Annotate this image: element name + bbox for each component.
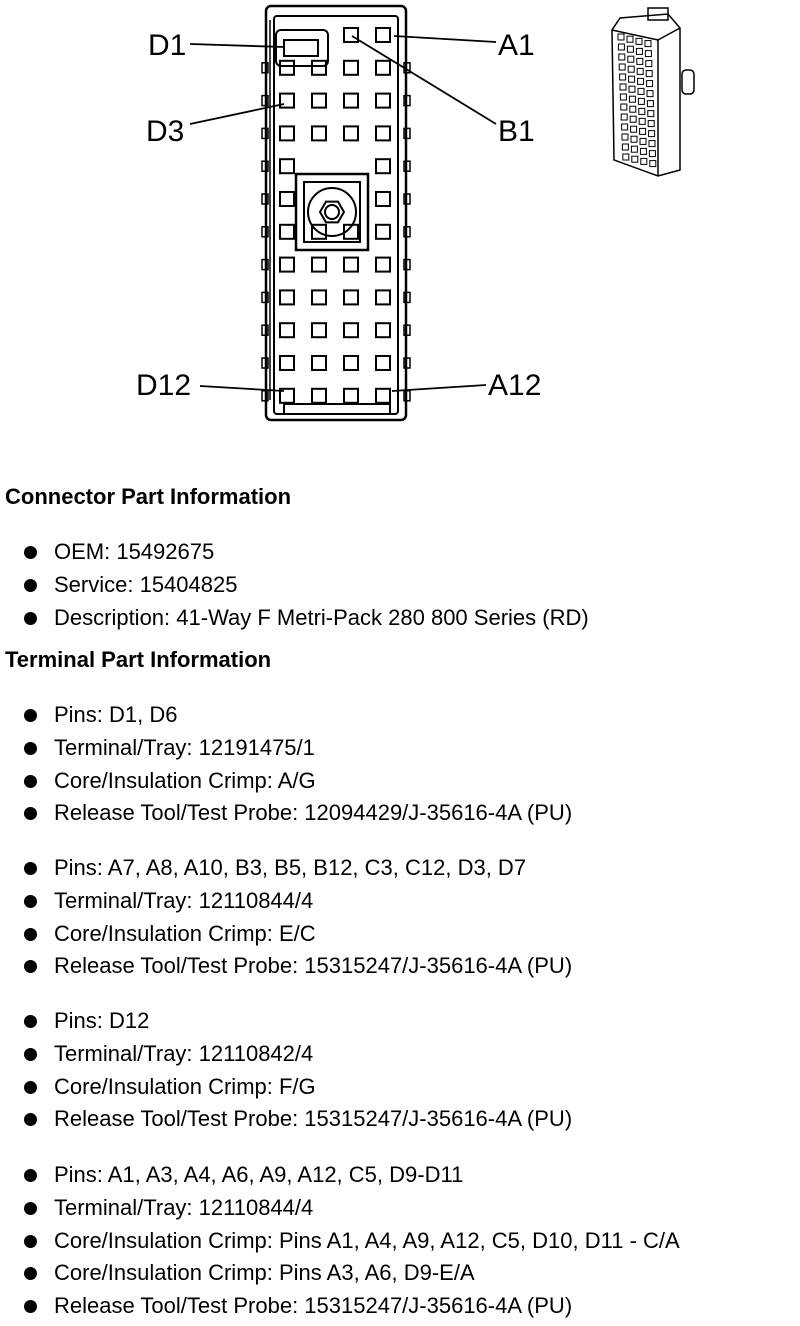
pin-A3 [376, 94, 390, 108]
iso-pin-cell [637, 58, 643, 64]
pin-C2 [312, 61, 326, 75]
bullet-icon [24, 579, 37, 592]
iso-pin-cell [646, 61, 652, 67]
list-item: Release Tool/Test Probe: 15315247/J-35616-4A (PU) [0, 1290, 680, 1323]
iso-pin-cell [620, 94, 626, 100]
pin-D7 [280, 225, 294, 239]
iso-pin-cell [629, 76, 635, 82]
iso-pin-cell [639, 108, 645, 114]
pin-A10 [376, 323, 390, 337]
terminal-group-4 [0, 1159, 680, 1323]
pin-C10 [312, 323, 326, 337]
pin-C11 [312, 356, 326, 370]
bullet-icon [24, 742, 37, 755]
bullet-icon [24, 960, 37, 973]
pin-B2 [344, 61, 358, 75]
bullet-icon [24, 546, 37, 559]
iso-pin-cell [641, 158, 647, 164]
list-item: Terminal/Tray: 12110844/4 [0, 885, 572, 918]
list-item: Service: 15404825 [0, 569, 589, 602]
bullet-icon [24, 1300, 37, 1313]
iso-pin-cell [622, 134, 628, 140]
iso-pin-cell [638, 88, 644, 94]
iso-pin-cell [623, 154, 629, 160]
iso-pin-cell [647, 91, 653, 97]
callout-d3: D3 [146, 115, 185, 148]
iso-pin-cell [627, 36, 633, 42]
pin-B1 [344, 28, 358, 42]
iso-pin-cell [631, 126, 637, 132]
list-item: Core/Insulation Crimp: E/C [0, 918, 572, 951]
bullet-icon [24, 1267, 37, 1280]
iso-pin-cell [622, 124, 628, 130]
pin-A2 [376, 61, 390, 75]
pin-A5 [376, 159, 390, 173]
list-item: Core/Insulation Crimp: Pins A1, A4, A9, A12, C5, D10, D11 - C/A [0, 1225, 680, 1258]
connector-3d-illustration [612, 8, 694, 176]
callout-b1: B1 [498, 115, 535, 148]
bullet-icon [24, 1235, 37, 1248]
pin-D2 [280, 61, 294, 75]
pin-D6 [280, 192, 294, 206]
bottom-slot [284, 404, 390, 414]
list-item: Core/Insulation Crimp: Pins A3, A6, D9-E/A [0, 1257, 680, 1290]
iso-pin-cell [646, 71, 652, 77]
pin-D10 [280, 323, 294, 337]
pin-C12 [312, 389, 326, 403]
list-item: Terminal/Tray: 12110844/4 [0, 1192, 680, 1225]
iso-pin-cell [636, 48, 642, 54]
pin-A4 [376, 126, 390, 140]
list-item: Core/Insulation Crimp: F/G [0, 1071, 572, 1104]
pin-B3 [344, 94, 358, 108]
pin-C9 [312, 290, 326, 304]
bullet-icon [24, 807, 37, 820]
terminal-group-1 [0, 699, 572, 830]
iso-pin-cell [618, 34, 624, 40]
pin-A6 [376, 192, 390, 206]
list-item: Pins: A7, A8, A10, B3, B5, B12, C3, C12, D3, D7 [0, 852, 572, 885]
pin-D11 [280, 356, 294, 370]
bullet-icon [24, 928, 37, 941]
leader-d12 [200, 386, 284, 391]
list-item: Release Tool/Test Probe: 15315247/J-35616-4A (PU) [0, 1103, 572, 1136]
bullet-icon [24, 709, 37, 722]
iso-pin-cell [628, 56, 634, 62]
list-item: Core/Insulation Crimp: A/G [0, 765, 572, 798]
pin-B8 [344, 258, 358, 272]
list-item: OEM: 15492675 [0, 536, 589, 569]
center-bolt-icon [308, 188, 356, 236]
terminal-info-title: Terminal Part Information [5, 647, 272, 672]
list-item: Terminal/Tray: 12110842/4 [0, 1038, 572, 1071]
pin-A8 [376, 258, 390, 272]
iso-pin-cell [636, 38, 642, 44]
iso-pin-cell [621, 114, 627, 120]
pin-A12 [376, 389, 390, 403]
pin-D3 [280, 94, 294, 108]
bullet-icon [24, 775, 37, 788]
pin-B9 [344, 290, 358, 304]
iso-pin-cell [645, 41, 651, 47]
iso-pin-cell [631, 136, 637, 142]
iso-pin-cell [620, 84, 626, 90]
pin-D1 [284, 40, 318, 56]
callout-a1: A1 [498, 29, 535, 62]
iso-pin-cell [640, 138, 646, 144]
list-item: Pins: D12 [0, 1005, 572, 1038]
iso-pin-cell [639, 118, 645, 124]
iso-pin-cell [620, 74, 626, 80]
iso-pin-cell [622, 144, 628, 150]
side-tabs [262, 63, 410, 401]
iso-pin-cell [640, 128, 646, 134]
iso-pin-cell [629, 96, 635, 102]
iso-pin-cell [649, 131, 655, 137]
callout-a12: A12 [488, 369, 542, 402]
list-item: Pins: D1, D6 [0, 699, 572, 732]
iso-pin-cell [632, 156, 638, 162]
callout-d12: D12 [136, 369, 192, 402]
pin-A1 [376, 28, 390, 42]
iso-pin-cell [618, 44, 624, 50]
list-item: Release Tool/Test Probe: 12094429/J-35616-4A (PU) [0, 797, 572, 830]
terminal-group-3 [0, 1005, 572, 1136]
pin-A11 [376, 356, 390, 370]
pin-C8 [312, 258, 326, 272]
iso-pin-cell [647, 101, 653, 107]
iso-pin-cell [648, 121, 654, 127]
pin-B12 [344, 389, 358, 403]
pin-D4 [280, 126, 294, 140]
connector-info-title: Connector Part Information [5, 484, 292, 509]
iso-pin-cell [638, 78, 644, 84]
iso-pin-cell [619, 64, 625, 70]
iso-pin-cell [647, 81, 653, 87]
list-item: Pins: A1, A3, A4, A6, A9, A12, C5, D9-D11 [0, 1159, 680, 1192]
bullet-icon [24, 895, 37, 908]
list-item: Release Tool/Test Probe: 15315247/J-35616-4A (PU) [0, 950, 572, 983]
bullet-icon [24, 1015, 37, 1028]
pin-C3 [312, 94, 326, 108]
iso-pin-cell [648, 111, 654, 117]
terminal-group-2 [0, 852, 572, 983]
iso-pin-cell [630, 116, 636, 122]
iso-pin-cell [649, 141, 655, 147]
bullet-icon [24, 1048, 37, 1061]
bullet-icon [24, 862, 37, 875]
iso-pin-cell [650, 161, 656, 167]
callout-d1: D1 [148, 29, 187, 62]
iso-pin-cell [631, 146, 637, 152]
bullet-icon [24, 1169, 37, 1182]
pin-A9 [376, 290, 390, 304]
iso-pin-cell [628, 66, 634, 72]
bullet-icon [24, 1081, 37, 1094]
list-item: Description: 41-Way F Metri-Pack 280 800 Series (RD) [0, 602, 589, 635]
connector-housing-outline [266, 6, 406, 420]
pin-D5 [280, 159, 294, 173]
leader-a1 [394, 36, 496, 42]
connector-diagram [0, 0, 800, 470]
iso-pin-cell [619, 54, 625, 60]
pin-B4 [344, 126, 358, 140]
pin-D8 [280, 258, 294, 272]
pin-D9 [280, 290, 294, 304]
iso-pin-cell [645, 51, 651, 57]
bullet-icon [24, 1113, 37, 1126]
bullet-icon [24, 612, 37, 625]
leader-b1 [352, 36, 496, 124]
iso-pin-cell [621, 104, 627, 110]
list-item: Terminal/Tray: 12191475/1 [0, 732, 572, 765]
iso-pin-cell [627, 46, 633, 52]
iso-pin-cell [640, 148, 646, 154]
pin-A7 [376, 225, 390, 239]
bullet-icon [24, 1202, 37, 1215]
iso-pin-cell [630, 106, 636, 112]
pin-C4 [312, 126, 326, 140]
pin-B10 [344, 323, 358, 337]
iso-pin-cell [649, 151, 655, 157]
iso-pin-cell [637, 68, 643, 74]
iso-pin-cell [638, 98, 644, 104]
iso-pin-cell [629, 86, 635, 92]
pin-B11 [344, 356, 358, 370]
connector-info-list [0, 536, 589, 634]
